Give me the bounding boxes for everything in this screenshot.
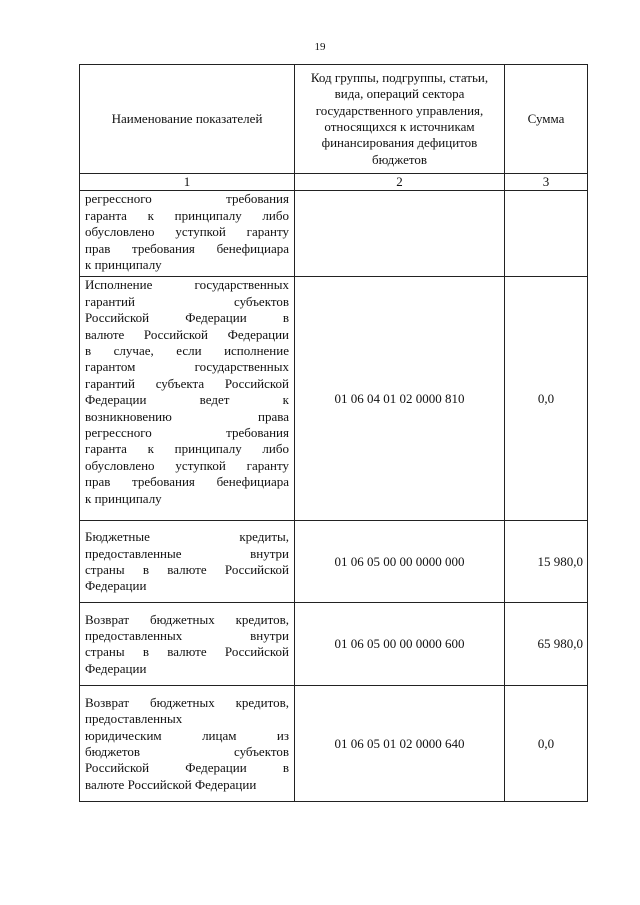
indicator-name-line: прав требования бенефициара bbox=[85, 474, 289, 490]
header-sum: Сумма bbox=[505, 65, 588, 174]
table-row bbox=[80, 191, 588, 277]
indicator-name bbox=[80, 191, 295, 277]
classification-code: 01 06 05 01 02 0000 640 bbox=[295, 686, 505, 802]
indicator-name-line: гарантий субъектов bbox=[85, 293, 289, 309]
column-number: 3 bbox=[505, 174, 588, 191]
amount: 65 980,0 bbox=[505, 603, 588, 686]
table-row bbox=[80, 603, 588, 686]
indicator-name-line: гаранта к принципалу либо bbox=[85, 207, 289, 223]
table-header-row bbox=[80, 65, 588, 174]
indicator-name-line: регрессного требования bbox=[85, 425, 289, 441]
indicator-name bbox=[80, 277, 295, 521]
amount: 0,0 bbox=[505, 277, 588, 521]
indicator-name-line: к принципалу bbox=[85, 257, 162, 273]
classification-code: 01 06 05 00 00 0000 600 bbox=[295, 603, 505, 686]
indicator-name-line: к принципалу bbox=[85, 490, 162, 506]
page-number: 19 bbox=[314, 41, 326, 53]
indicator-name-line: страны в валюте Российской bbox=[85, 644, 289, 660]
table-row bbox=[80, 521, 588, 603]
amount bbox=[505, 191, 588, 277]
indicator-name-line: Возврат бюджетных кредитов, bbox=[85, 611, 289, 627]
indicator-name-line: страны в валюте Российской bbox=[85, 561, 289, 577]
indicator-name-line: бюджетов субъектов bbox=[85, 743, 289, 759]
indicator-name-line: гаранта к принципалу либо bbox=[85, 441, 289, 457]
budget-sources-table bbox=[79, 64, 588, 802]
indicator-name-line: Возврат бюджетных кредитов, bbox=[85, 694, 289, 710]
indicator-name-line: гарантий субъекта Российской bbox=[85, 375, 289, 391]
header-code: Код группы, подгруппы, статьи, вида, операций сектора государственного управления, относящихся к источникам финансирования дефицитов бюджетов bbox=[295, 65, 505, 174]
table-row bbox=[80, 686, 588, 802]
column-number: 2 bbox=[295, 174, 505, 191]
indicator-name-line: предоставленных bbox=[85, 711, 183, 727]
indicator-name-line: Российской Федерации в bbox=[85, 310, 289, 326]
indicator-name-line: Федерации ведет к bbox=[85, 392, 289, 408]
indicator-name-line: регрессного требования bbox=[85, 191, 289, 207]
classification-code bbox=[295, 191, 505, 277]
indicator-name-line: Федерации bbox=[85, 660, 147, 676]
amount: 0,0 bbox=[505, 686, 588, 802]
column-number: 1 bbox=[80, 174, 295, 191]
classification-code: 01 06 05 00 00 0000 000 bbox=[295, 521, 505, 603]
indicator-name-line: гарантом государственных bbox=[85, 359, 289, 375]
indicator-name-line: Бюджетные кредиты, bbox=[85, 529, 289, 545]
classification-code: 01 06 04 01 02 0000 810 bbox=[295, 277, 505, 521]
indicator-name-line: валюте Российской Федерации bbox=[85, 326, 289, 342]
indicator-name-line: возникновению права bbox=[85, 408, 289, 424]
indicator-name-line: предоставленные внутри bbox=[85, 545, 289, 561]
amount: 15 980,0 bbox=[505, 521, 588, 603]
indicator-name-line: прав требования бенефициара bbox=[85, 240, 289, 256]
table-row bbox=[80, 277, 588, 521]
indicator-name-line: в случае, если исполнение bbox=[85, 343, 289, 359]
header-name: Наименование показателей bbox=[80, 65, 295, 174]
indicator-name-line: Федерации bbox=[85, 578, 147, 594]
indicator-name-line: валюте Российской Федерации bbox=[85, 776, 257, 792]
indicator-name-line: обусловлено уступкой гаранту bbox=[85, 224, 289, 240]
indicator-name-line: Исполнение государственных bbox=[85, 277, 289, 293]
indicator-name bbox=[80, 686, 295, 802]
indicator-name bbox=[80, 521, 295, 603]
indicator-name-line: юридическим лицам из bbox=[85, 727, 289, 743]
indicator-name-line: обусловлено уступкой гаранту bbox=[85, 457, 289, 473]
column-number-row bbox=[80, 174, 588, 191]
indicator-name bbox=[80, 603, 295, 686]
indicator-name-line: предоставленных внутри bbox=[85, 628, 289, 643]
indicator-name-line: Российской Федерации в bbox=[85, 760, 289, 776]
